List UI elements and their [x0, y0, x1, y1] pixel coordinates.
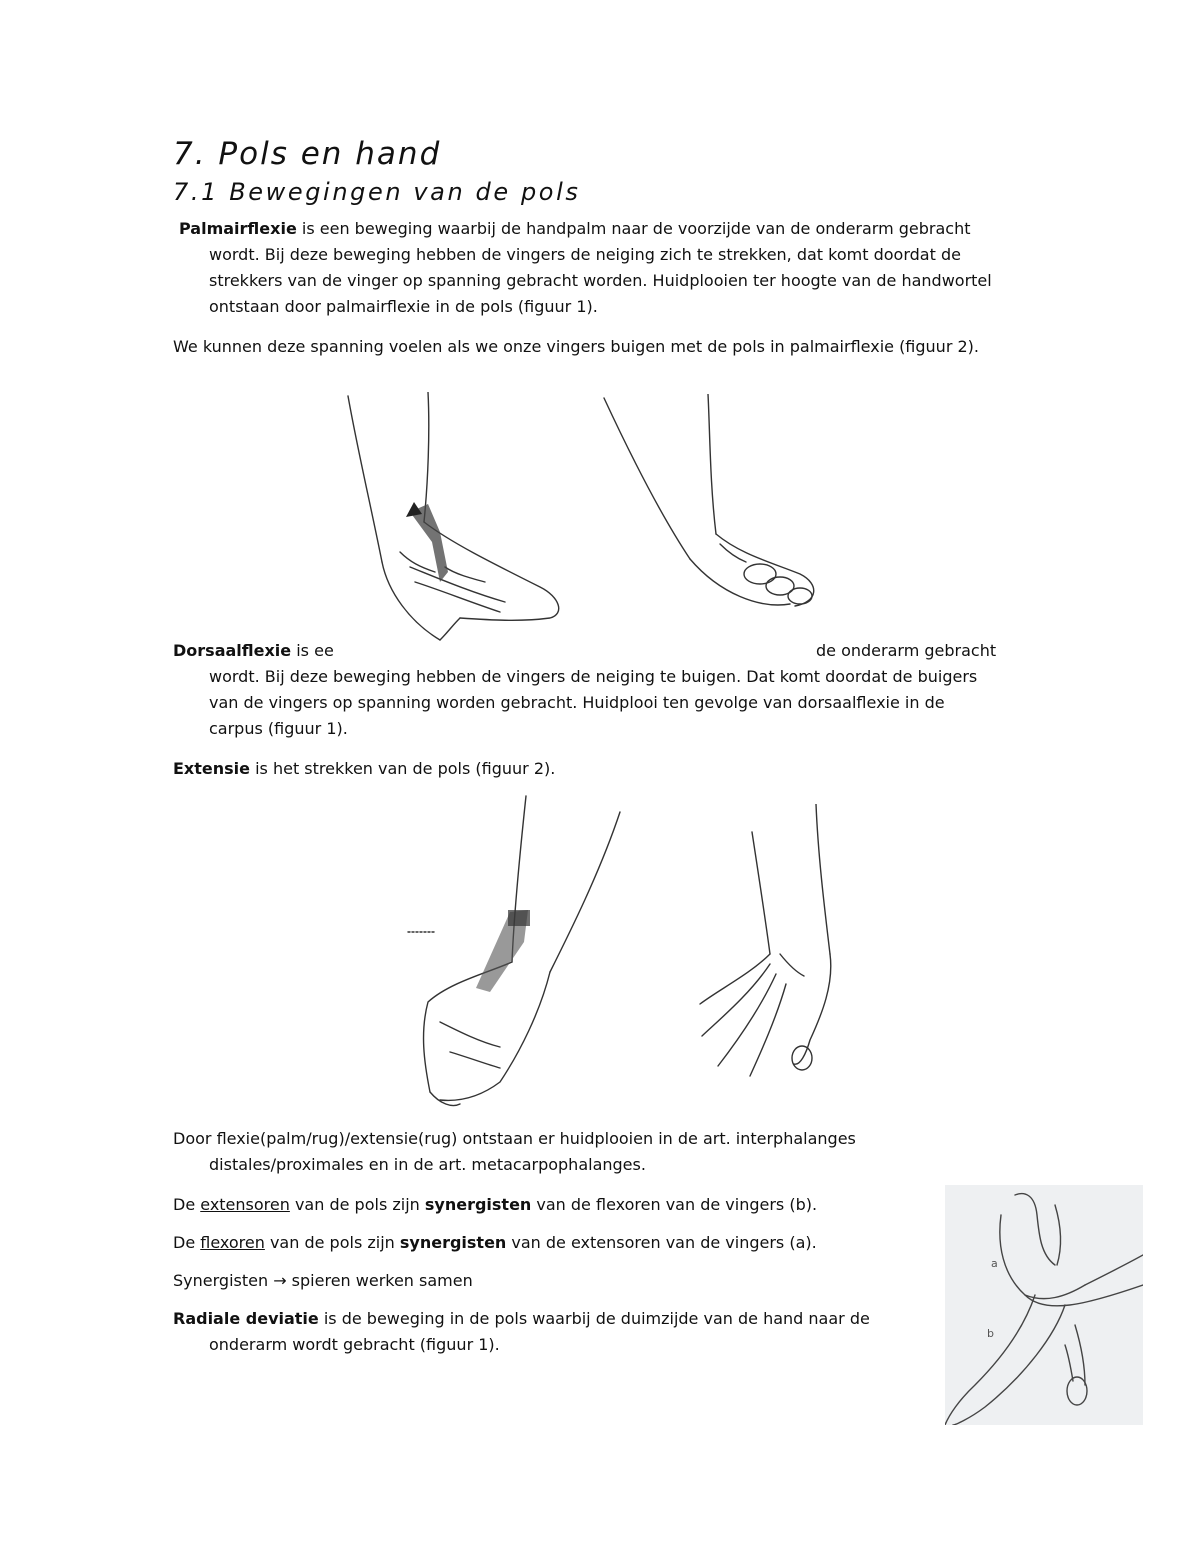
synergisten-term: synergisten	[399, 1233, 507, 1252]
text-line: van de vingers op spanning worden gebracht. Huidplooi ten gevolge van dorsaalflexie in de	[209, 693, 945, 712]
dorsaalflexie-paragraph	[173, 638, 1073, 742]
palmar-flexion-hand-illustration	[340, 392, 580, 642]
flexoren-paragraph	[173, 1230, 933, 1256]
extensie-term: Extensie	[173, 759, 250, 778]
dorsal-flexion-hand-illustration	[400, 792, 630, 1112]
dorsaalflexie-term: Dorsaalflexie	[173, 641, 292, 660]
text-line: van de pols zijn	[264, 1233, 400, 1252]
text-line: Door flexie(palm/rug)/extensie(rug) ontstaan er huidplooien in de art. interphalanges	[173, 1129, 856, 1148]
door-flexie-paragraph	[173, 1126, 1073, 1178]
text-line: is een beweging waarbij de handpalm naar de voorzijde van de onderarm gebracht	[296, 219, 971, 238]
extensie-paragraph	[173, 756, 1073, 782]
section-title: 7.1 Bewegingen van de pols	[173, 178, 581, 206]
text-line: is ee	[291, 641, 334, 660]
chapter-title: 7. Pols en hand	[173, 136, 442, 172]
synergist-hands-photo	[945, 1185, 1143, 1425]
text-line: De	[173, 1195, 201, 1214]
text-line: wordt. Bij deze beweging hebben de vingers de neiging zich te strekken, dat komt doordat de	[209, 245, 961, 264]
palmairflexie-term: Palmairflexie	[179, 219, 297, 238]
text-line: de onderarm gebracht	[816, 641, 997, 660]
text-line: is de beweging in de pols waarbij de duimzijde van de hand naar de	[318, 1309, 870, 1328]
text-line: wordt. Bij deze beweging hebben de vingers de neiging te buigen. Dat komt doordat de buigers	[209, 667, 978, 686]
figure-label-a: a	[991, 1257, 998, 1270]
text-line: is het strekken van de pols (figuur 2).	[250, 759, 556, 778]
fist-palmar-flexion-illustration	[600, 394, 830, 624]
synergisten-paragraph: Synergisten → spieren werken samen	[173, 1271, 473, 1290]
text-line: carpus (figuur 1).	[209, 719, 348, 738]
text-line: van de extensoren van de vingers (a).	[506, 1233, 817, 1252]
text-line: ontstaan door palmairflexie in de pols (figuur 1).	[209, 297, 598, 316]
text-line: van de pols zijn	[289, 1195, 425, 1214]
extensoren-paragraph	[173, 1192, 933, 1218]
spanning-paragraph: We kunnen deze spanning voelen als we onze vingers buigen met de pols in palmairflexie (figuur 2).	[173, 337, 979, 356]
extensoren-term: extensoren	[200, 1195, 290, 1214]
text-line: van de flexoren van de vingers (b).	[531, 1195, 818, 1214]
text-line: strekkers van de vinger op spanning gebracht worden. Huidplooien ter hoogte van de handwortel	[209, 271, 992, 290]
text-line: distales/proximales en in de art. metacarpophalanges.	[209, 1155, 646, 1174]
flexoren-term: flexoren	[200, 1233, 265, 1252]
palmairflexie-paragraph	[173, 216, 1073, 320]
radiale-deviatie-term: Radiale deviatie	[173, 1309, 319, 1328]
synergisten-term: synergisten	[424, 1195, 532, 1214]
figure-label-b: b	[987, 1327, 994, 1340]
text-line: onderarm wordt gebracht (figuur 1).	[209, 1335, 500, 1354]
radiale-deviatie-paragraph	[173, 1306, 933, 1358]
extended-hand-illustration	[690, 804, 850, 1079]
text-line: De	[173, 1233, 201, 1252]
